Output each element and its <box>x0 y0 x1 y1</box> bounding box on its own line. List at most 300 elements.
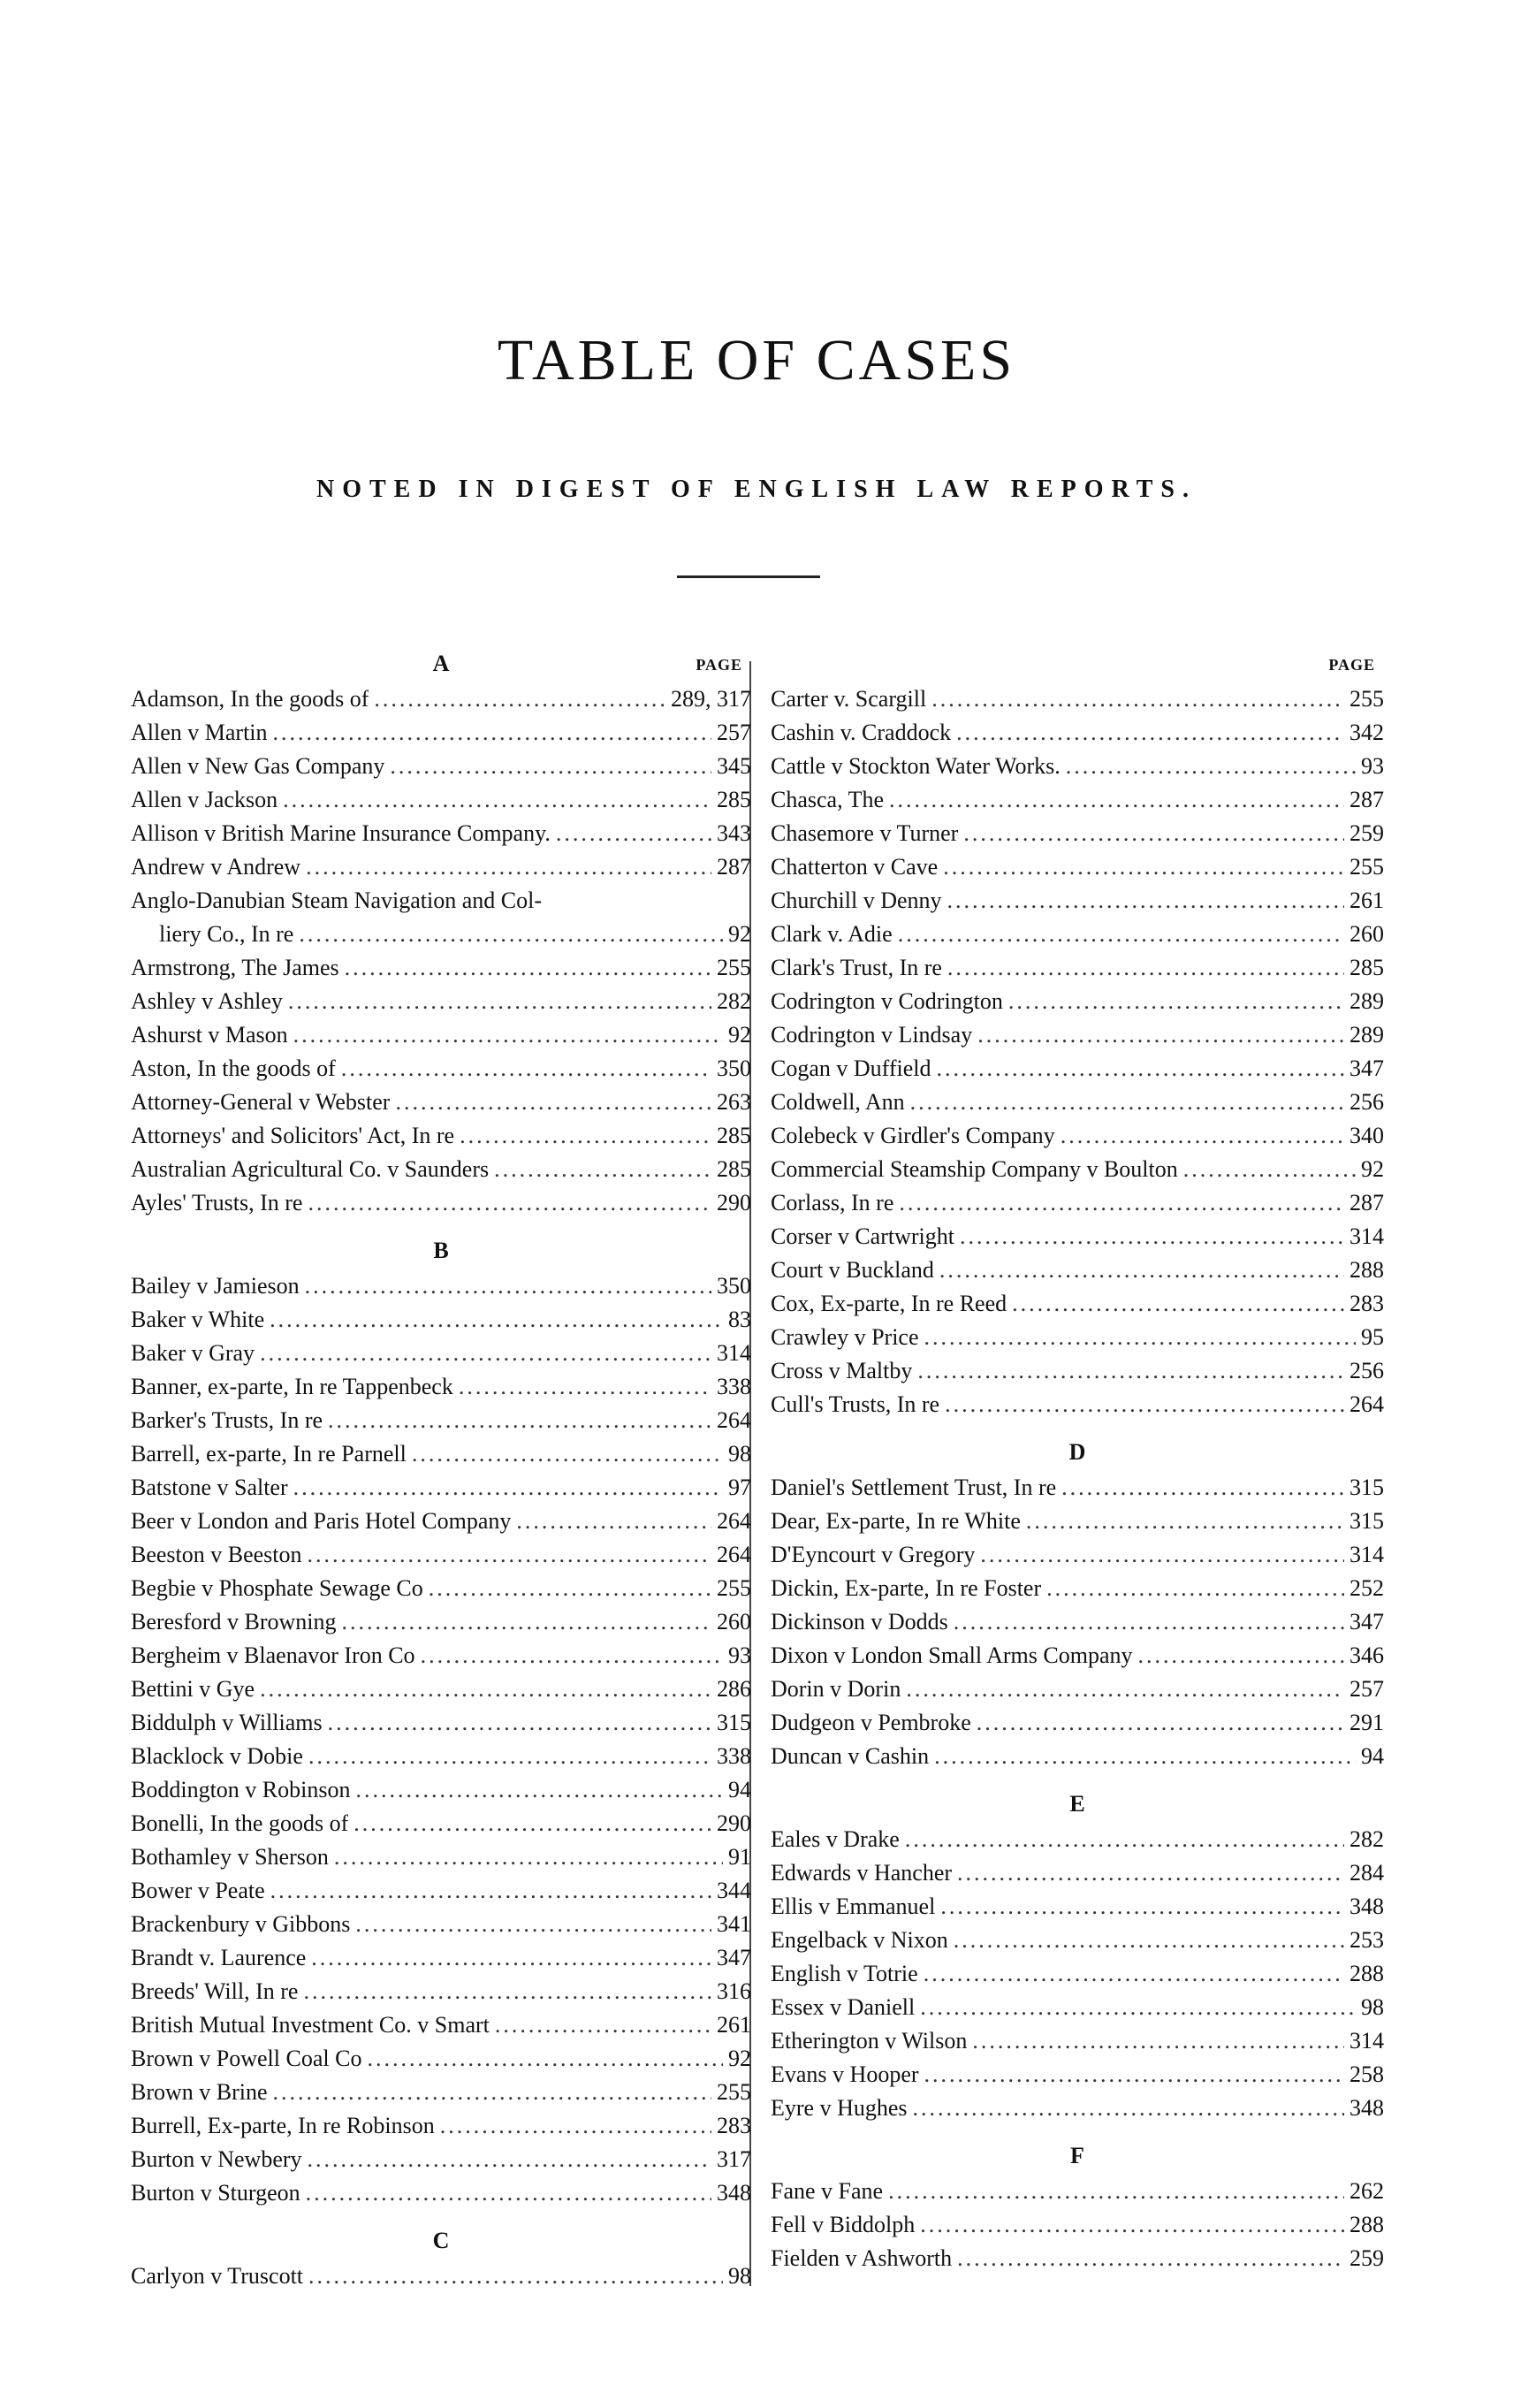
case-name: Dickin, Ex-parte, In re Foster <box>771 1575 1042 1601</box>
case-page-number: 92 <box>728 1022 751 1048</box>
case-entry <box>771 1605 1384 1639</box>
case-name: Bonelli, In the goods of <box>131 1810 349 1836</box>
case-entry <box>131 1370 751 1404</box>
case-entry <box>771 1706 1384 1740</box>
case-name: Burton v Newbery <box>131 2146 302 2172</box>
section-f-entries <box>771 2175 1384 2275</box>
case-name: Corser v Cartwright <box>771 1223 954 1249</box>
case-entry <box>131 1807 751 1840</box>
case-entry <box>131 783 751 817</box>
dot-leader <box>972 2024 1344 2058</box>
case-page-number: 255 <box>717 1575 751 1601</box>
dot-leader <box>367 2042 723 2076</box>
case-name: Batstone v Salter <box>131 1475 288 1500</box>
case-entry <box>131 2008 751 2042</box>
dot-leader <box>954 1605 1344 1639</box>
case-page-number: 94 <box>728 1777 751 1802</box>
case-entry <box>131 1018 751 1052</box>
dot-leader <box>939 1254 1344 1287</box>
dot-leader <box>963 817 1344 850</box>
case-name: Allen v Jackson <box>131 787 278 812</box>
case-name: Cogan v Duffield <box>771 1055 931 1081</box>
case-name: Ellis v Emmanuel <box>771 1894 936 1919</box>
case-entry <box>771 884 1384 918</box>
case-page-number: 282 <box>717 988 751 1014</box>
dot-leader <box>1138 1639 1345 1673</box>
case-name: British Mutual Investment Co. v Smart <box>131 2012 490 2038</box>
right-column <box>771 649 1384 2275</box>
case-page-number: 259 <box>1350 2245 1384 2271</box>
case-entry <box>771 918 1384 951</box>
case-entry <box>771 2058 1384 2092</box>
case-name: Evans v Hooper <box>771 2061 919 2087</box>
dot-leader <box>308 1186 711 1220</box>
dot-leader <box>905 1823 1344 1856</box>
case-page-number: 255 <box>1350 854 1384 880</box>
case-name: Fielden v Ashworth <box>771 2245 953 2271</box>
case-page-number: 94 <box>1361 1743 1384 1769</box>
case-name: Allen v New Gas Company <box>131 753 385 779</box>
case-page-number: 260 <box>717 1609 751 1635</box>
case-name: Burton v Sturgeon <box>131 2180 300 2206</box>
case-page-number: 291 <box>1350 1710 1384 1735</box>
case-page-number: 255 <box>717 2079 751 2105</box>
case-name: Cattle v Stockton Water Works. <box>771 753 1061 779</box>
section-c-left-entries <box>131 2259 751 2293</box>
case-entry <box>771 1924 1384 1957</box>
case-entry <box>131 1908 751 1941</box>
case-entry <box>131 884 751 918</box>
right-column-header <box>771 649 1384 675</box>
case-name: Colebeck v Girdler's Company <box>771 1123 1055 1148</box>
case-entry <box>131 850 751 884</box>
case-name: Brackenbury v Gibbons <box>131 1911 351 1937</box>
dot-leader <box>1061 1471 1344 1505</box>
case-page-number: 264 <box>1350 1391 1384 1417</box>
dot-leader <box>412 1437 723 1471</box>
dot-leader <box>355 1908 711 1941</box>
case-page-number: 347 <box>1350 1055 1384 1081</box>
case-page-number: 256 <box>1350 1358 1384 1383</box>
case-entry <box>131 2143 751 2176</box>
dot-leader <box>305 1269 711 1303</box>
section-letter-c: C <box>432 2228 450 2253</box>
dot-leader <box>273 716 711 750</box>
case-name: Ashley v Ashley <box>131 988 283 1014</box>
case-page-number: 256 <box>1350 1089 1384 1115</box>
case-name: Attorneys' and Solicitors' Act, In re <box>131 1123 455 1148</box>
dot-leader <box>943 850 1344 884</box>
case-entry <box>771 1220 1384 1254</box>
case-page-number: 348 <box>1350 2095 1384 2121</box>
dot-leader <box>924 1957 1344 1991</box>
case-page-number: 338 <box>717 1374 751 1399</box>
case-page-number: 290 <box>717 1190 751 1215</box>
dot-leader <box>977 1018 1344 1052</box>
case-entry <box>771 716 1384 750</box>
case-entry <box>771 1186 1384 1220</box>
case-entry <box>131 2259 751 2293</box>
case-entry <box>131 1337 751 1370</box>
dot-leader <box>260 1337 711 1370</box>
case-page-number: 263 <box>717 1089 751 1115</box>
case-entry <box>131 1404 751 1437</box>
case-name: Biddulph v Williams <box>131 1710 323 1735</box>
case-page-number: 95 <box>1361 1324 1384 1350</box>
dot-leader <box>1046 1572 1344 1605</box>
dot-leader <box>934 1740 1356 1773</box>
dot-leader <box>308 1538 711 1572</box>
case-name: Churchill v Denny <box>771 888 942 913</box>
case-name: Cox, Ex-parte, In re Reed <box>771 1291 1007 1316</box>
case-page-number: 348 <box>1350 1894 1384 1919</box>
case-entry <box>771 2242 1384 2275</box>
case-name: Daniel's Settlement Trust, In re <box>771 1475 1057 1500</box>
dot-leader <box>1012 1287 1344 1321</box>
case-name: Armstrong, The James <box>131 955 339 980</box>
case-name: Beresford v Browning <box>131 1609 337 1635</box>
dot-leader <box>1026 1505 1344 1538</box>
case-page-number: 285 <box>717 787 751 812</box>
case-name: Carter v. Scargill <box>771 686 927 712</box>
case-name: Eyre v Hughes <box>771 2095 908 2121</box>
case-page-number: 314 <box>1350 1223 1384 1249</box>
dot-leader <box>299 918 723 951</box>
case-page-number: 341 <box>717 1911 751 1937</box>
case-page-number: 350 <box>717 1273 751 1299</box>
dot-leader <box>947 884 1344 918</box>
case-page-number: 259 <box>1350 820 1384 846</box>
dot-leader <box>954 1924 1344 1957</box>
case-name: Coldwell, Ann <box>771 1089 905 1115</box>
case-name: Dickinson v Dodds <box>771 1609 948 1635</box>
case-page-number: 289 <box>1350 988 1384 1014</box>
dot-leader <box>898 918 1344 951</box>
case-name: Codrington v Codrington <box>771 988 1003 1014</box>
case-name: Breeds' Will, In re <box>131 1978 299 2004</box>
case-page-number: 262 <box>1350 2178 1384 2204</box>
case-entry <box>131 817 751 850</box>
case-page-number: 98 <box>1361 1994 1384 2020</box>
case-page-number: 289 <box>1350 1022 1384 1048</box>
case-entry <box>131 1975 751 2008</box>
case-name: Anglo-Danubian Steam Navigation and Col- <box>131 888 543 913</box>
case-entry <box>771 1018 1384 1052</box>
case-entry <box>131 1505 751 1538</box>
case-entry <box>131 1471 751 1505</box>
case-name: Cashin v. Craddock <box>771 720 952 745</box>
case-entry <box>131 1119 751 1153</box>
dot-leader <box>270 1874 711 1908</box>
case-page-number: 289, 317 <box>671 686 751 712</box>
case-entry <box>131 1773 751 1807</box>
case-entry <box>131 716 751 750</box>
page-subtitle: NOTED IN DIGEST OF ENGLISH LAW REPORTS. <box>316 476 1197 503</box>
case-page-number: 258 <box>1350 2061 1384 2087</box>
case-page-number: 92 <box>728 921 751 947</box>
case-page-number: 98 <box>728 1441 751 1467</box>
case-page-number: 261 <box>1350 888 1384 913</box>
dot-leader <box>957 1856 1344 1890</box>
case-name: Bailey v Jamieson <box>131 1273 300 1299</box>
dot-leader <box>937 1052 1345 1086</box>
case-entry <box>771 1388 1384 1421</box>
case-entry <box>771 1856 1384 1890</box>
case-entry <box>771 1471 1384 1505</box>
section-c-right-entries <box>771 682 1384 1421</box>
case-name: Corlass, In re <box>771 1190 894 1215</box>
case-entry <box>771 1991 1384 2024</box>
section-b-entries <box>131 1269 751 2210</box>
section-e-entries <box>771 1823 1384 2125</box>
dot-leader <box>459 1370 711 1404</box>
case-name: Brown v Brine <box>131 2079 268 2105</box>
case-entry <box>771 1086 1384 1119</box>
case-name: Crawley v Price <box>771 1324 919 1350</box>
dot-leader <box>306 2176 711 2210</box>
case-entry <box>131 2109 751 2143</box>
dot-leader <box>311 1941 711 1975</box>
dot-leader <box>288 985 711 1018</box>
dot-leader <box>931 682 1344 716</box>
case-entry <box>131 1706 751 1740</box>
case-page-number: 316 <box>717 1978 751 2004</box>
case-name: English v Totrie <box>771 1961 918 1986</box>
case-page-number: 252 <box>1350 1575 1384 1601</box>
case-page-number: 93 <box>1361 753 1384 779</box>
case-page-number: 315 <box>1350 1508 1384 1534</box>
case-name: Bergheim v Blaenavor Iron Co <box>131 1642 415 1668</box>
case-name: Banner, ex-parte, In re Tappenbeck <box>131 1374 453 1399</box>
case-name: Attorney-General v Webster <box>131 1089 391 1115</box>
case-name: Beeston v Beeston <box>131 1542 302 1567</box>
dot-leader <box>960 1220 1344 1254</box>
dot-leader <box>342 1605 711 1639</box>
case-name: Fell v Biddolph <box>771 2212 916 2237</box>
case-entry <box>771 1639 1384 1673</box>
dot-leader <box>495 2008 711 2042</box>
case-page-number: 347 <box>1350 1609 1384 1635</box>
case-name: Commercial Steamship Company v Boulton <box>771 1156 1178 1182</box>
case-page-number: 338 <box>717 1743 751 1769</box>
case-name: Barrell, ex-parte, In re Parnell <box>131 1441 407 1467</box>
case-name: Brandt v. Laurence <box>131 1945 307 1970</box>
case-entry <box>771 1287 1384 1321</box>
case-page-number: 93 <box>728 1642 751 1668</box>
dot-leader <box>345 951 711 985</box>
dot-leader <box>913 2092 1344 2125</box>
case-entry <box>131 1572 751 1605</box>
case-entry <box>131 682 751 716</box>
case-name: Fane v Fane <box>771 2178 884 2204</box>
case-page-number: 91 <box>728 1844 751 1870</box>
dot-leader <box>395 1086 711 1119</box>
case-name: Burrell, Ex-parte, In re Robinson <box>131 2113 435 2138</box>
dot-leader <box>355 1773 723 1807</box>
case-name: Brown v Powell Coal Co <box>131 2046 362 2071</box>
case-name: Dorin v Dorin <box>771 1676 901 1702</box>
case-entry <box>771 1538 1384 1572</box>
case-entry <box>131 1186 751 1220</box>
case-page-number: 348 <box>717 2180 751 2206</box>
case-entry <box>131 1303 751 1337</box>
case-entry <box>771 1254 1384 1287</box>
case-entry <box>771 1572 1384 1605</box>
case-name: Bettini v Gye <box>131 1676 255 1702</box>
dot-leader <box>293 1018 723 1052</box>
dot-leader <box>283 783 711 817</box>
case-entry <box>771 1740 1384 1773</box>
case-name: Allen v Martin <box>131 720 268 745</box>
case-name: Blacklock v Dobie <box>131 1743 303 1769</box>
dot-leader <box>917 1354 1344 1388</box>
dot-leader <box>328 1404 711 1437</box>
case-page-number: 286 <box>717 1676 751 1702</box>
case-page-number: 345 <box>717 753 751 779</box>
dot-leader <box>1008 985 1344 1018</box>
dot-leader <box>328 1706 711 1740</box>
case-page-number: 315 <box>1350 1475 1384 1500</box>
case-name: Cull's Trusts, In re <box>771 1391 940 1417</box>
case-name: Dixon v London Small Arms Company <box>771 1642 1133 1668</box>
case-entry <box>771 1505 1384 1538</box>
case-page-number: 257 <box>717 720 751 745</box>
case-name: Baker v White <box>131 1307 265 1332</box>
dot-leader <box>945 1388 1344 1421</box>
case-entry <box>131 2042 751 2076</box>
case-page-number: 340 <box>1350 1123 1384 1148</box>
case-entry <box>131 1086 751 1119</box>
case-entry <box>131 1874 751 1908</box>
case-name: Ayles' Trusts, In re <box>131 1190 303 1215</box>
dot-leader <box>980 1538 1344 1572</box>
page-title: TABLE OF CASES <box>497 328 1016 392</box>
dot-leader <box>889 783 1344 817</box>
case-entry <box>771 1673 1384 1706</box>
case-entry <box>771 1321 1384 1354</box>
dot-leader <box>293 1471 723 1505</box>
dot-leader <box>308 2259 723 2293</box>
case-entry <box>771 951 1384 985</box>
dot-leader <box>270 1303 723 1337</box>
dot-leader <box>494 1153 711 1186</box>
case-name: Beer v London and Paris Hotel Company <box>131 1508 512 1534</box>
case-name: Edwards v Hancher <box>771 1860 953 1886</box>
case-entry <box>131 750 751 783</box>
dot-leader <box>516 1505 711 1538</box>
case-name: Bower v Peate <box>131 1878 265 1903</box>
case-name: Ashurst v Mason <box>131 1022 288 1048</box>
case-page-number: 285 <box>1350 955 1384 980</box>
dot-leader <box>956 716 1344 750</box>
left-column-header <box>131 649 751 675</box>
section-letter-a: A <box>432 651 450 676</box>
case-page-number: 257 <box>1350 1676 1384 1702</box>
case-page-number: 350 <box>717 1055 751 1081</box>
dot-leader <box>440 2109 711 2143</box>
case-entry <box>771 2092 1384 2125</box>
case-name: Chasemore v Turner <box>771 820 959 846</box>
case-entry <box>771 1153 1384 1186</box>
case-page-number: 255 <box>1350 686 1384 712</box>
case-page-number: 347 <box>717 1945 751 1970</box>
case-name: Engelback v Nixon <box>771 1927 948 1953</box>
case-entry <box>771 1890 1384 1924</box>
case-name: Aston, In the goods of <box>131 1055 336 1081</box>
case-entry <box>771 750 1384 783</box>
case-entry <box>771 2175 1384 2208</box>
case-page-number: 260 <box>1350 921 1384 947</box>
dot-leader <box>260 1673 711 1706</box>
case-name: Begbie v Phosphate Sewage Co <box>131 1575 423 1601</box>
case-page-number: 285 <box>717 1156 751 1182</box>
case-page-number: 314 <box>1350 2028 1384 2054</box>
case-entry <box>131 1673 751 1706</box>
case-page-number: 253 <box>1350 1927 1384 1953</box>
case-name: Andrew v Andrew <box>131 854 301 880</box>
case-page-number: 264 <box>717 1407 751 1433</box>
case-name: Clark's Trust, In re <box>771 955 942 980</box>
case-name: liery Co., In re <box>159 921 294 947</box>
dot-leader <box>1066 750 1356 783</box>
dot-leader <box>899 1186 1344 1220</box>
page-column-label: PAGE <box>696 656 742 674</box>
dot-leader <box>273 2076 711 2109</box>
section-letter-f: F <box>1070 2143 1084 2168</box>
section-letter-e: E <box>1069 1791 1085 1817</box>
dot-leader <box>947 951 1344 985</box>
dot-leader <box>374 682 665 716</box>
case-page-number: 346 <box>1350 1642 1384 1668</box>
dot-leader <box>308 1740 711 1773</box>
case-entry <box>131 1437 751 1471</box>
section-letter-d: D <box>1068 1439 1086 1465</box>
case-name: Adamson, In the goods of <box>131 686 369 712</box>
dot-leader <box>556 817 711 850</box>
case-page-number: 284 <box>1350 1860 1384 1886</box>
dot-leader <box>924 1321 1356 1354</box>
case-page-number: 98 <box>728 2263 751 2289</box>
case-page-number: 343 <box>717 820 751 846</box>
case-entry <box>771 817 1384 850</box>
case-page-number: 97 <box>728 1475 751 1500</box>
case-entry <box>131 1941 751 1975</box>
case-name: Dudgeon v Pembroke <box>771 1710 971 1735</box>
case-entry <box>131 1840 751 1874</box>
dot-leader <box>910 1086 1344 1119</box>
case-name: Barker's Trusts, In re <box>131 1407 323 1433</box>
case-name: Court v Buckland <box>771 1257 934 1283</box>
dot-leader <box>1183 1153 1356 1186</box>
case-page-number: 290 <box>717 1810 751 1836</box>
case-entry <box>131 2076 751 2109</box>
case-page-number: 255 <box>717 955 751 980</box>
case-entry <box>131 1639 751 1673</box>
dot-leader <box>421 1639 723 1673</box>
section-d-entries <box>771 1471 1384 1773</box>
dot-leader <box>924 2058 1344 2092</box>
dot-leader <box>940 1890 1344 1924</box>
case-page-number: 287 <box>1350 1190 1384 1215</box>
case-entry <box>131 1605 751 1639</box>
case-entry <box>771 783 1384 817</box>
dot-leader <box>920 1991 1356 2024</box>
case-page-number: 344 <box>717 1878 751 1903</box>
case-page-number: 315 <box>717 1710 751 1735</box>
case-name: Baker v Gray <box>131 1340 255 1366</box>
case-page-number: 287 <box>1350 787 1384 812</box>
case-page-number: 288 <box>1350 1961 1384 1986</box>
